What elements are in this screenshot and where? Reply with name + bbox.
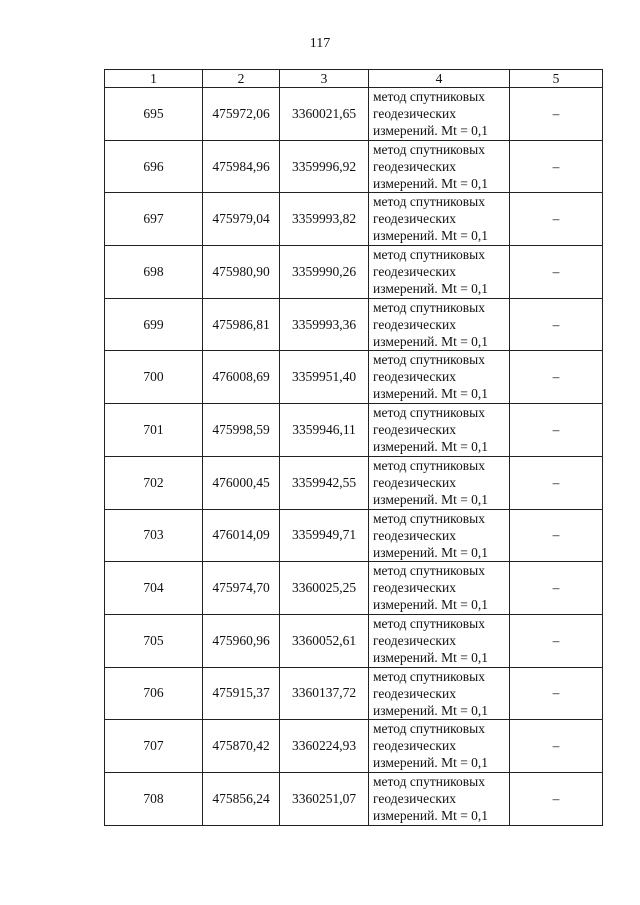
method-line: измерений. Mt = 0,1 (373, 491, 489, 507)
method-cell (369, 298, 510, 351)
method-cell (369, 772, 510, 825)
method-line: геодезических (373, 632, 456, 648)
method-cell (369, 404, 510, 457)
y-coordinate-cell: 3359993,82 (280, 193, 369, 246)
method-line: измерений. Mt = 0,1 (373, 597, 489, 613)
note-cell: – (510, 562, 603, 615)
note-cell: – (510, 351, 603, 404)
point-number-cell: 703 (105, 509, 203, 562)
x-coordinate-cell: 475986,81 (203, 298, 280, 351)
table-header (105, 70, 603, 88)
method-line: метод спутниковых (373, 141, 485, 157)
method-line: метод спутниковых (373, 89, 485, 104)
note-cell: – (510, 614, 603, 667)
y-coordinate-cell: 3359951,40 (280, 351, 369, 404)
note-cell: – (510, 404, 603, 457)
point-number-cell: 704 (105, 562, 203, 615)
y-coordinate-cell: 3360137,72 (280, 667, 369, 720)
method-line: геодезических (373, 369, 456, 385)
method-line: геодезических (373, 474, 456, 490)
method-line: геодезических (373, 685, 456, 701)
table-row (105, 562, 603, 615)
method-cell (369, 193, 510, 246)
method-cell (369, 509, 510, 562)
point-number-cell: 697 (105, 193, 203, 246)
method-line: измерений. Mt = 0,1 (373, 755, 489, 771)
note-cell: – (510, 88, 603, 141)
y-coordinate-cell: 3359993,36 (280, 298, 369, 351)
y-coordinate-cell: 3360251,07 (280, 772, 369, 825)
table-row (105, 88, 603, 141)
method-line: измерений. Mt = 0,1 (373, 649, 489, 665)
point-number-cell: 705 (105, 614, 203, 667)
header-col-5: 5 (510, 70, 603, 88)
x-coordinate-cell: 476014,09 (203, 509, 280, 562)
table-row (105, 140, 603, 193)
x-coordinate-cell: 475960,96 (203, 614, 280, 667)
method-line: геодезических (373, 527, 456, 543)
x-coordinate-cell: 475856,24 (203, 772, 280, 825)
method-cell (369, 720, 510, 773)
method-cell (369, 140, 510, 193)
method-line: метод спутниковых (373, 773, 485, 789)
method-cell (369, 614, 510, 667)
point-number-cell: 702 (105, 456, 203, 509)
x-coordinate-cell: 476000,45 (203, 456, 280, 509)
point-number-cell: 696 (105, 140, 203, 193)
table-row (105, 404, 603, 457)
method-line: измерений. Mt = 0,1 (373, 702, 489, 718)
method-line: измерений. Mt = 0,1 (373, 544, 489, 560)
y-coordinate-cell: 3360025,25 (280, 562, 369, 615)
method-cell (369, 667, 510, 720)
method-line: геодезических (373, 738, 456, 754)
method-line: геодезических (373, 264, 456, 280)
method-line: измерений. Mt = 0,1 (373, 228, 489, 244)
y-coordinate-cell: 3359996,92 (280, 140, 369, 193)
table-row (105, 614, 603, 667)
method-cell (369, 351, 510, 404)
method-line: геодезических (373, 211, 456, 227)
header-row (105, 70, 603, 88)
y-coordinate-cell: 3359949,71 (280, 509, 369, 562)
y-coordinate-cell: 3360224,93 (280, 720, 369, 773)
note-cell: – (510, 193, 603, 246)
method-line: метод спутниковых (373, 510, 485, 526)
note-cell: – (510, 140, 603, 193)
x-coordinate-cell: 475915,37 (203, 667, 280, 720)
point-number-cell: 708 (105, 772, 203, 825)
table-row (105, 720, 603, 773)
method-line: геодезических (373, 316, 456, 332)
y-coordinate-cell: 3359946,11 (280, 404, 369, 457)
method-line: измерений. Mt = 0,1 (373, 807, 489, 823)
page-number: 117 (309, 36, 331, 51)
note-cell: – (510, 298, 603, 351)
method-cell (369, 456, 510, 509)
x-coordinate-cell: 475984,96 (203, 140, 280, 193)
point-number-cell: 701 (105, 404, 203, 457)
point-number-cell: 700 (105, 351, 203, 404)
method-line: метод спутниковых (373, 194, 485, 210)
method-cell (369, 562, 510, 615)
table-row (105, 246, 603, 299)
x-coordinate-cell: 475979,04 (203, 193, 280, 246)
point-number-cell: 695 (105, 88, 203, 141)
method-line: измерений. Mt = 0,1 (373, 123, 489, 138)
note-cell: – (510, 720, 603, 773)
point-number-cell: 698 (105, 246, 203, 299)
method-line: метод спутниковых (373, 615, 485, 631)
method-line: измерений. Mt = 0,1 (373, 439, 489, 455)
method-line: метод спутниковых (373, 299, 485, 315)
x-coordinate-cell: 476008,69 (203, 351, 280, 404)
method-line: метод спутниковых (373, 721, 485, 737)
point-number-cell: 699 (105, 298, 203, 351)
table-row (105, 456, 603, 509)
method-line: измерений. Mt = 0,1 (373, 386, 489, 402)
note-cell: – (510, 667, 603, 720)
method-line: геодезических (373, 422, 456, 438)
header-col-4: 4 (369, 70, 510, 88)
x-coordinate-cell: 475870,42 (203, 720, 280, 773)
method-cell (369, 88, 510, 141)
method-line: метод спутниковых (373, 352, 485, 368)
coordinates-table (104, 69, 603, 826)
method-line: геодезических (373, 106, 456, 121)
x-coordinate-cell: 475972,06 (203, 88, 280, 141)
table-row (105, 351, 603, 404)
header-col-1: 1 (105, 70, 203, 88)
header-col-2: 2 (203, 70, 280, 88)
method-line: геодезических (373, 790, 456, 806)
table-row (105, 772, 603, 825)
point-number-cell: 707 (105, 720, 203, 773)
x-coordinate-cell: 475998,59 (203, 404, 280, 457)
table-row (105, 667, 603, 720)
table-row (105, 193, 603, 246)
table-row (105, 509, 603, 562)
header-col-3: 3 (280, 70, 369, 88)
method-line: метод спутниковых (373, 457, 485, 473)
method-line: метод спутниковых (373, 563, 485, 579)
point-number-cell: 706 (105, 667, 203, 720)
method-line: метод спутниковых (373, 247, 485, 263)
note-cell: – (510, 772, 603, 825)
y-coordinate-cell: 3360052,61 (280, 614, 369, 667)
y-coordinate-cell: 3359942,55 (280, 456, 369, 509)
method-line: измерений. Mt = 0,1 (373, 281, 489, 297)
note-cell: – (510, 456, 603, 509)
method-line: геодезических (373, 580, 456, 596)
method-line: измерений. Mt = 0,1 (373, 175, 489, 191)
method-line: измерений. Mt = 0,1 (373, 333, 489, 349)
note-cell: – (510, 509, 603, 562)
note-cell: – (510, 246, 603, 299)
x-coordinate-cell: 475980,90 (203, 246, 280, 299)
y-coordinate-cell: 3359990,26 (280, 246, 369, 299)
table-body (105, 88, 603, 826)
method-line: геодезических (373, 158, 456, 174)
method-cell (369, 246, 510, 299)
y-coordinate-cell: 3360021,65 (280, 88, 369, 141)
method-line: метод спутниковых (373, 405, 485, 421)
method-line: метод спутниковых (373, 668, 485, 684)
x-coordinate-cell: 475974,70 (203, 562, 280, 615)
table-row (105, 298, 603, 351)
